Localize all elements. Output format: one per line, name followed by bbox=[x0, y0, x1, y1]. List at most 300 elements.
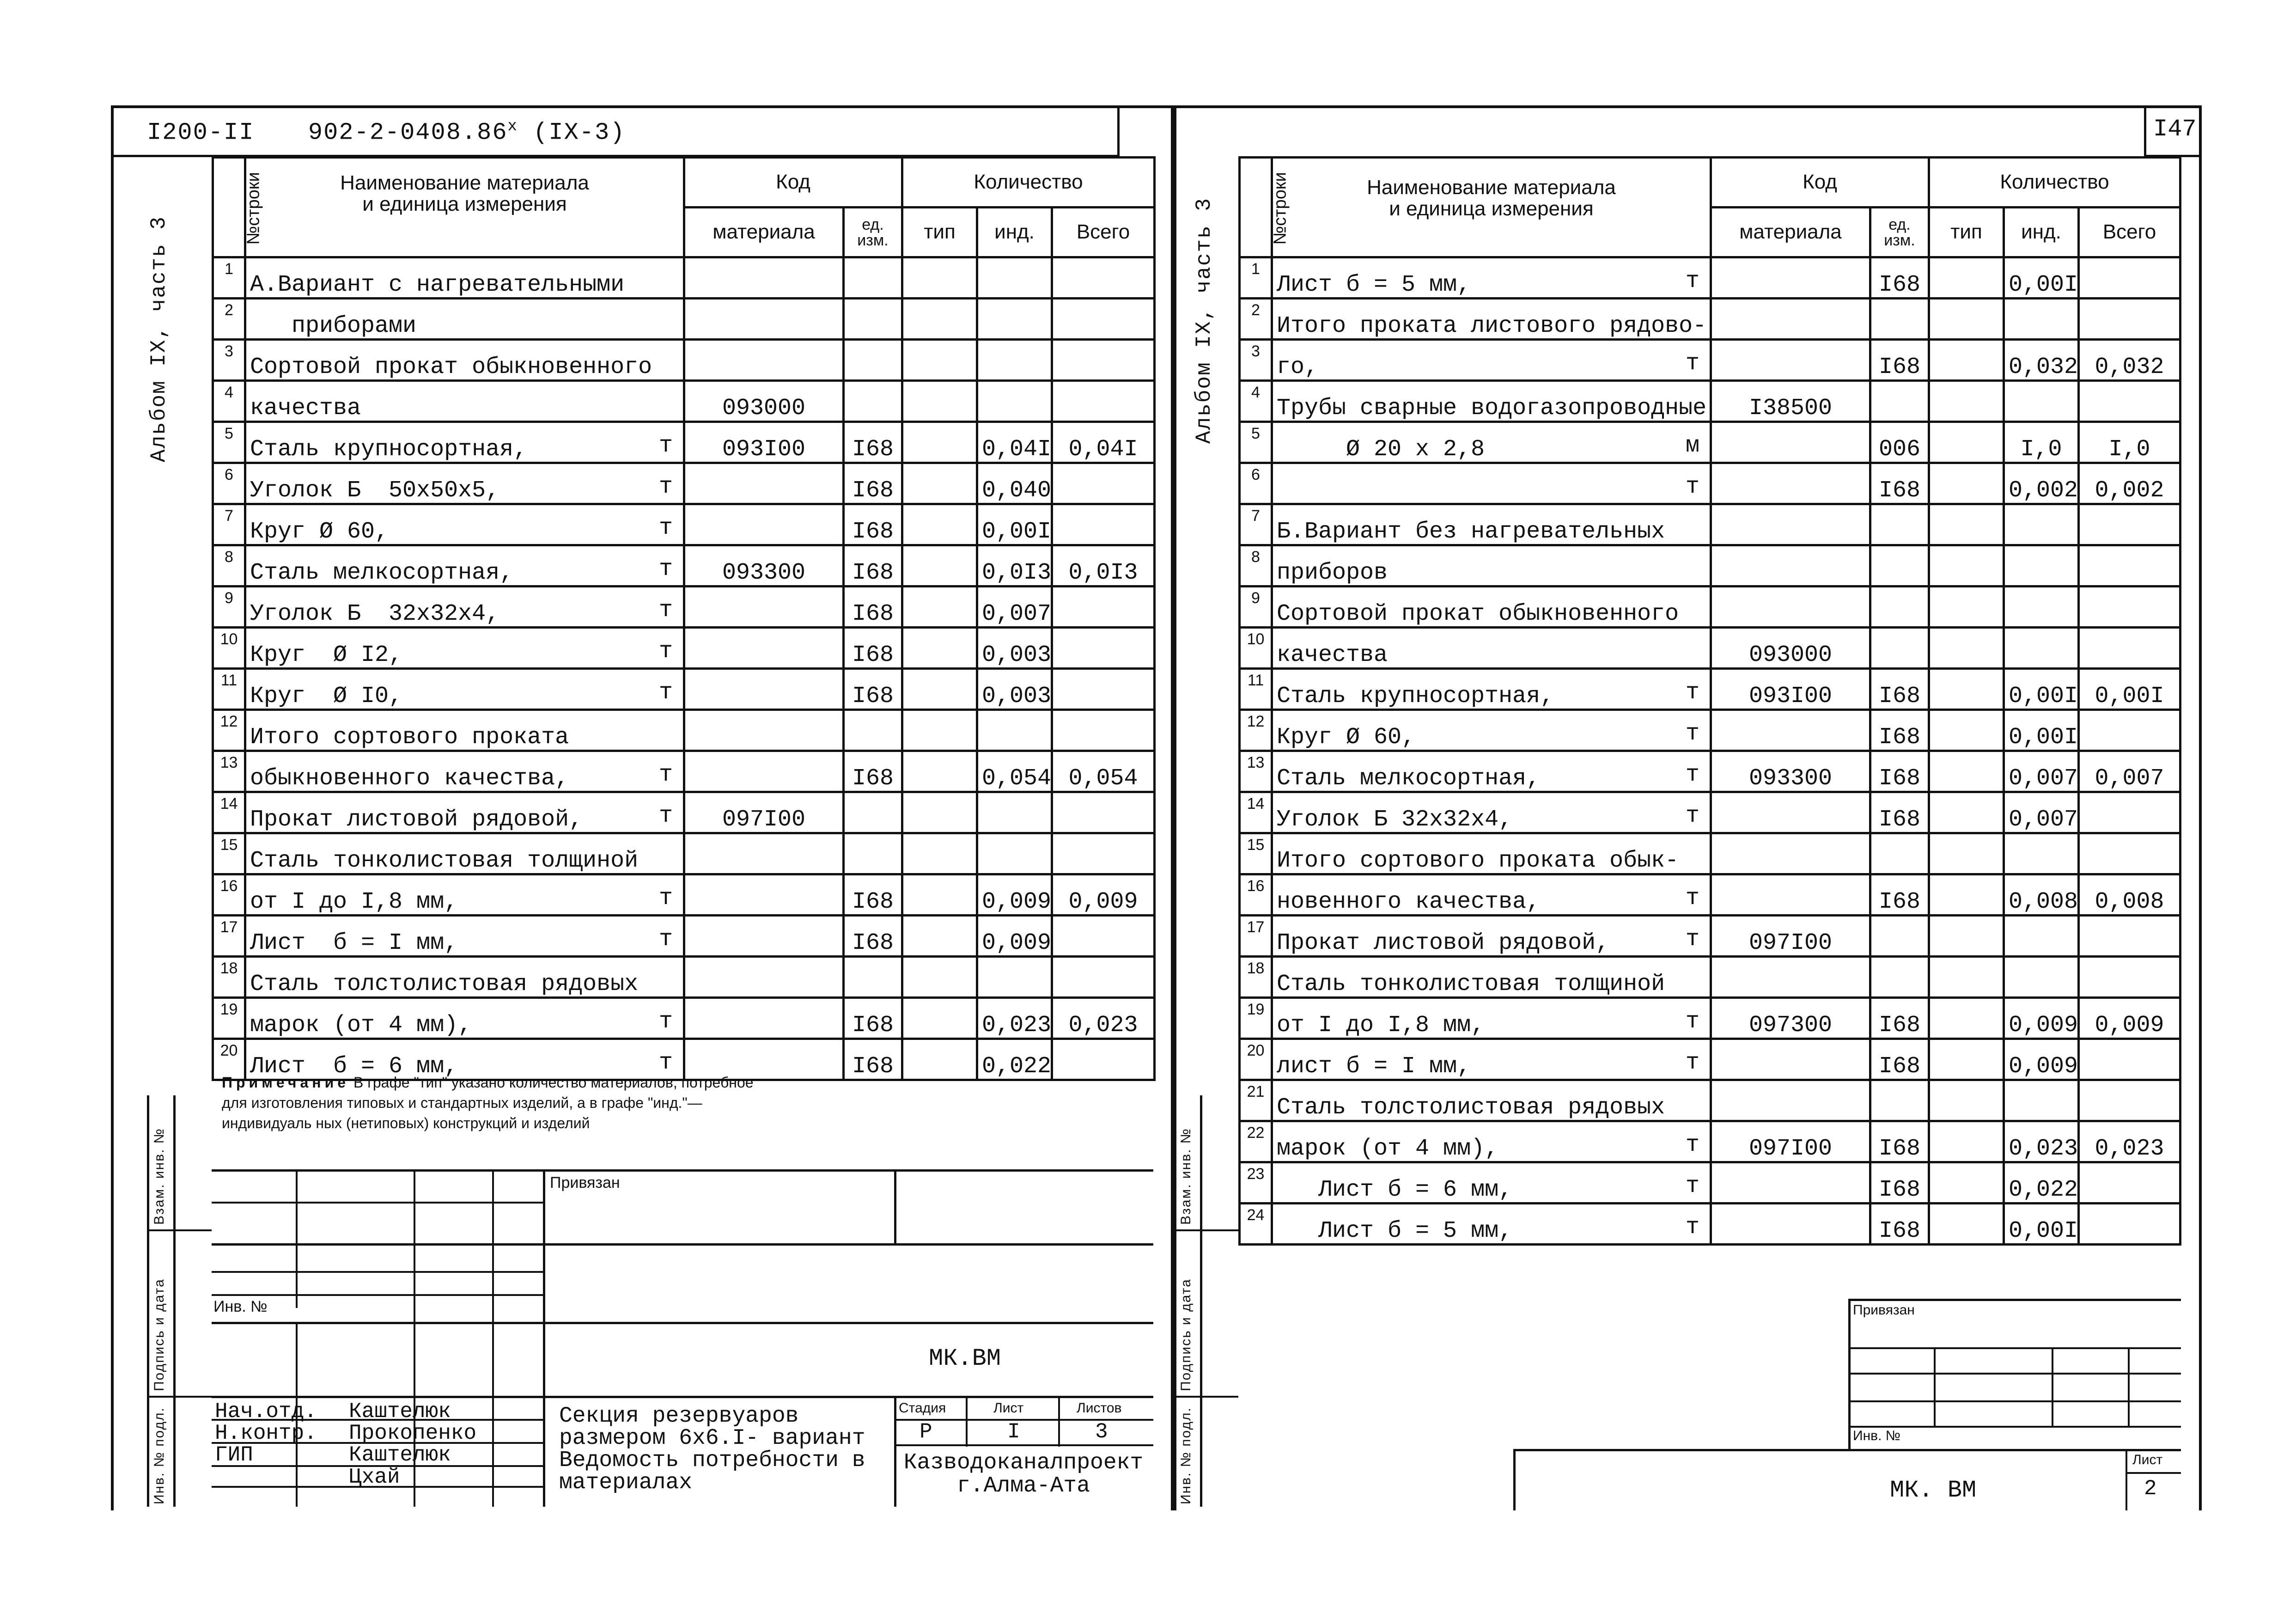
row-number: 15 bbox=[213, 833, 245, 874]
row-number: 23 bbox=[1240, 1162, 1272, 1204]
material-name bbox=[1272, 751, 1711, 792]
row-number: 13 bbox=[1240, 751, 1272, 792]
qty-type bbox=[902, 257, 977, 299]
r-stamp-main-top bbox=[1513, 1449, 2181, 1451]
material-name-text: Круг Ø 60, bbox=[250, 518, 389, 545]
material-code: 097I00 bbox=[1711, 916, 1870, 957]
material-name-text: приборами bbox=[250, 312, 417, 339]
qty-ind bbox=[977, 833, 1052, 874]
unit-code: I68 bbox=[1870, 998, 1929, 1039]
unit-of-measure: т bbox=[1685, 885, 1699, 911]
qty-ind bbox=[2004, 1080, 2079, 1121]
material-name bbox=[1272, 299, 1711, 340]
unit-code: I68 bbox=[1870, 669, 1929, 710]
unit-of-measure: т bbox=[658, 514, 673, 541]
material-code bbox=[684, 299, 844, 340]
stamp-vline-stage2 bbox=[1058, 1396, 1060, 1447]
stamp-hline-5 bbox=[212, 1294, 544, 1296]
qty-type bbox=[1929, 381, 2004, 422]
right-frame-right bbox=[2199, 105, 2202, 1510]
material-name bbox=[245, 422, 684, 463]
r-col-name: Наименование материала и единица измерения bbox=[1272, 158, 1711, 257]
qty-type bbox=[902, 545, 977, 587]
material-name-text: Лист б = 6 мм, bbox=[1277, 1176, 1513, 1203]
material-name bbox=[1272, 710, 1711, 751]
material-name bbox=[1272, 463, 1711, 504]
stamp-role-2: Н.контр. bbox=[215, 1421, 317, 1445]
material-name-text: Б.Вариант без нагревательных bbox=[1277, 518, 1665, 545]
qty-total: 0,00I bbox=[2079, 669, 2180, 710]
qty-type bbox=[902, 792, 977, 833]
r-sidebox-label-2: Подпись и дата bbox=[1178, 1278, 1194, 1391]
qty-ind: 0,009 bbox=[2004, 1039, 2079, 1080]
unit-code: I68 bbox=[1870, 710, 1929, 751]
r-sidebox-frame bbox=[1174, 1095, 1176, 1507]
stamp-sheet-label: Лист bbox=[993, 1400, 1024, 1416]
row-number: 24 bbox=[1240, 1204, 1272, 1245]
qty-ind: 0,04I bbox=[977, 422, 1052, 463]
table-row bbox=[213, 751, 1155, 792]
material-name-text: новенного качества, bbox=[1277, 888, 1541, 915]
qty-total bbox=[2079, 1162, 2180, 1204]
material-name-text: качества bbox=[1277, 642, 1388, 668]
unit-code bbox=[844, 299, 902, 340]
qty-ind bbox=[977, 257, 1052, 299]
qty-total: I,0 bbox=[2079, 422, 2180, 463]
stamp-hline-stage2 bbox=[894, 1444, 1153, 1446]
unit-code bbox=[844, 381, 902, 422]
material-name-text: Ø 20 х 2,8 bbox=[1277, 436, 1485, 463]
row-number: 19 bbox=[1240, 998, 1272, 1039]
qty-type bbox=[1929, 1121, 2004, 1162]
material-name bbox=[1272, 833, 1711, 874]
unit-of-measure: т bbox=[658, 885, 673, 911]
qty-type bbox=[902, 628, 977, 669]
material-name bbox=[1272, 792, 1711, 833]
material-name-text: качества bbox=[250, 395, 361, 422]
qty-ind bbox=[2004, 587, 2079, 628]
unit-of-measure: т bbox=[658, 432, 673, 459]
unit-of-measure: т bbox=[1685, 720, 1699, 747]
table-row bbox=[213, 998, 1155, 1039]
qty-type bbox=[902, 669, 977, 710]
table-row bbox=[213, 545, 1155, 587]
material-code bbox=[684, 628, 844, 669]
r-col-code: Код bbox=[1711, 158, 1929, 208]
material-code bbox=[1711, 587, 1870, 628]
qty-type bbox=[1929, 257, 2004, 299]
r-stamp-hl-4 bbox=[1848, 1426, 2181, 1428]
row-number: 4 bbox=[1240, 381, 1272, 422]
unit-code bbox=[844, 957, 902, 998]
material-name bbox=[245, 957, 684, 998]
r-stamp-vl-3 bbox=[2128, 1347, 2130, 1426]
table-row bbox=[213, 957, 1155, 998]
qty-ind: 0,00I bbox=[2004, 257, 2079, 299]
side-label-text: Альбом IX, часть 3 bbox=[147, 216, 171, 462]
qty-type bbox=[1929, 916, 2004, 957]
material-code bbox=[1711, 874, 1870, 916]
r-stamp-main-left bbox=[1513, 1449, 1516, 1510]
qty-type bbox=[902, 381, 977, 422]
material-code bbox=[1711, 340, 1870, 381]
qty-type bbox=[902, 340, 977, 381]
qty-total bbox=[1052, 792, 1155, 833]
qty-ind: 0,023 bbox=[2004, 1121, 2079, 1162]
r-stamp-box-top bbox=[1848, 1299, 2181, 1301]
side-label bbox=[147, 216, 171, 462]
qty-ind: 0,040 bbox=[977, 463, 1052, 504]
qty-total: 0,04I bbox=[1052, 422, 1155, 463]
qty-type bbox=[1929, 463, 2004, 504]
qty-total: 0,009 bbox=[2079, 998, 2180, 1039]
unit-of-measure: т bbox=[658, 473, 673, 500]
unit-of-measure: т bbox=[658, 802, 673, 829]
unit-of-measure: т bbox=[658, 926, 673, 953]
header-code: I200-II bbox=[147, 119, 255, 147]
qty-type bbox=[1929, 299, 2004, 340]
material-name-text: А.Вариант с нагревательными bbox=[250, 271, 625, 298]
qty-total bbox=[2079, 710, 2180, 751]
sidebox-sep-2 bbox=[147, 1396, 212, 1398]
stamp-vline-4 bbox=[543, 1169, 545, 1507]
qty-total bbox=[2079, 833, 2180, 874]
material-name-text: Итого сортового проката bbox=[250, 724, 569, 751]
material-code: 093000 bbox=[684, 381, 844, 422]
row-number: 2 bbox=[213, 299, 245, 340]
stamp-vline-3 bbox=[492, 1169, 494, 1507]
qty-ind: I,0 bbox=[2004, 422, 2079, 463]
stamp-hline-stage bbox=[894, 1419, 1153, 1421]
qty-ind: 0,032 bbox=[2004, 340, 2079, 381]
table-row bbox=[213, 504, 1155, 545]
row-number: 5 bbox=[1240, 422, 1272, 463]
unit-code: I68 bbox=[844, 874, 902, 916]
material-name-text: Лист б = 6 мм, bbox=[250, 1053, 458, 1080]
material-code bbox=[684, 587, 844, 628]
r-stamp-mark: МК. ВМ bbox=[1890, 1477, 1977, 1504]
stamp-name-1: Каштелюк bbox=[349, 1399, 451, 1424]
material-code: 097300 bbox=[1711, 998, 1870, 1039]
material-code bbox=[1711, 957, 1870, 998]
material-name bbox=[1272, 1204, 1711, 1245]
material-name bbox=[245, 545, 684, 587]
row-number: 21 bbox=[1240, 1080, 1272, 1121]
table-row bbox=[1240, 751, 2180, 792]
material-name bbox=[245, 792, 684, 833]
table-row bbox=[1240, 957, 2180, 998]
right-side-label bbox=[1192, 197, 1216, 444]
material-code bbox=[684, 669, 844, 710]
material-name bbox=[1272, 381, 1711, 422]
unit-code bbox=[1870, 381, 1929, 422]
material-name bbox=[1272, 1039, 1711, 1080]
stamp-name-2: Прокопенко bbox=[349, 1421, 477, 1445]
unit-of-measure: т bbox=[1685, 350, 1699, 377]
row-number: 6 bbox=[213, 463, 245, 504]
unit-of-measure: т bbox=[1685, 802, 1699, 829]
qty-ind: 0,009 bbox=[977, 874, 1052, 916]
material-name-text: обыкновенного качества, bbox=[250, 765, 569, 792]
unit-of-measure: т bbox=[658, 1008, 673, 1035]
table-row bbox=[1240, 340, 2180, 381]
qty-total bbox=[2079, 504, 2180, 545]
page-no-box-v bbox=[2144, 105, 2146, 156]
material-name bbox=[1272, 422, 1711, 463]
qty-ind: 0,003 bbox=[977, 669, 1052, 710]
material-code bbox=[1711, 792, 1870, 833]
r-stamp-hl-1 bbox=[1848, 1347, 2181, 1349]
col-name: Наименование материала и единица измерения bbox=[245, 158, 684, 257]
r-sidebox-frame-r bbox=[1200, 1095, 1202, 1507]
note-text: В графе "тип" указано количество материалов, потребное для изготовления типовых и стандартных изделий, а в графе "инд."— индивидуаль ных (нетиповых) конструкций и изделий bbox=[222, 1074, 754, 1131]
qty-ind: 0,007 bbox=[2004, 792, 2079, 833]
table-row bbox=[213, 874, 1155, 916]
qty-ind: 0,00I bbox=[2004, 669, 2079, 710]
material-name-text: Итого проката листового рядово- bbox=[1277, 312, 1707, 339]
qty-ind bbox=[977, 299, 1052, 340]
unit-code: I68 bbox=[1870, 463, 1929, 504]
material-code bbox=[1711, 463, 1870, 504]
stamp-org: Казводоканалпроект г.Алма-Ата bbox=[903, 1450, 1144, 1498]
materials-table-right bbox=[1238, 156, 2181, 1246]
material-code bbox=[684, 504, 844, 545]
qty-total bbox=[1052, 299, 1155, 340]
material-name-text: Сортовой прокат обыкновенного bbox=[250, 354, 652, 380]
left-frame-left bbox=[111, 105, 114, 1510]
unit-code: I68 bbox=[844, 504, 902, 545]
unit-code: I68 bbox=[1870, 257, 1929, 299]
material-code bbox=[1711, 710, 1870, 751]
table-row bbox=[213, 381, 1155, 422]
qty-ind bbox=[2004, 916, 2079, 957]
material-name bbox=[245, 916, 684, 957]
material-code bbox=[684, 998, 844, 1039]
material-code: 097I00 bbox=[684, 792, 844, 833]
row-number: 10 bbox=[213, 628, 245, 669]
col-row-no: №строки bbox=[213, 158, 245, 257]
material-name-text: Трубы сварные водогазопроводные bbox=[1277, 395, 1707, 422]
sidebox-label-3: Инв. № подл. bbox=[152, 1407, 167, 1504]
qty-type bbox=[1929, 422, 2004, 463]
material-name bbox=[1272, 257, 1711, 299]
r-stamp-sheet-label: Лист bbox=[2132, 1452, 2163, 1467]
unit-code bbox=[1870, 916, 1929, 957]
row-number: 19 bbox=[213, 998, 245, 1039]
material-name-text: приборов bbox=[1277, 559, 1388, 586]
unit-of-measure: т bbox=[658, 679, 673, 706]
right-side-label-text: Альбом IX, часть 3 bbox=[1192, 197, 1216, 444]
qty-total bbox=[2079, 1204, 2180, 1245]
qty-type bbox=[1929, 628, 2004, 669]
material-name bbox=[245, 751, 684, 792]
material-name-text: Круг Ø I2, bbox=[250, 642, 403, 668]
material-name-text: Уголок Б 50х50х5, bbox=[250, 477, 500, 504]
unit-code bbox=[844, 257, 902, 299]
unit-code: I68 bbox=[1870, 1039, 1929, 1080]
material-name bbox=[245, 874, 684, 916]
material-name bbox=[1272, 545, 1711, 587]
qty-ind bbox=[2004, 545, 2079, 587]
table-row bbox=[213, 587, 1155, 628]
qty-type bbox=[902, 463, 977, 504]
header-doc: 902-2-0408.86 bbox=[308, 119, 508, 147]
table-row bbox=[213, 463, 1155, 504]
qty-total bbox=[2079, 792, 2180, 833]
qty-type bbox=[1929, 751, 2004, 792]
table-row bbox=[1240, 1204, 2180, 1245]
table-row bbox=[1240, 916, 2180, 957]
unit-of-measure: т bbox=[658, 761, 673, 788]
qty-ind bbox=[977, 957, 1052, 998]
stamp-vline-5 bbox=[894, 1169, 896, 1243]
unit-code: I68 bbox=[844, 1039, 902, 1080]
qty-total: 0,032 bbox=[2079, 340, 2180, 381]
qty-total bbox=[1052, 340, 1155, 381]
right-frame-top bbox=[1174, 105, 2202, 108]
qty-total bbox=[1052, 257, 1155, 299]
material-name bbox=[1272, 504, 1711, 545]
unit-of-measure: т bbox=[658, 556, 673, 582]
qty-total bbox=[2079, 1080, 2180, 1121]
material-name bbox=[1272, 628, 1711, 669]
stamp-role-3: ГИП bbox=[215, 1443, 253, 1467]
table-row bbox=[1240, 422, 2180, 463]
qty-ind bbox=[2004, 957, 2079, 998]
table-row bbox=[1240, 1162, 2180, 1204]
r-stamp-sheet-h bbox=[2125, 1472, 2181, 1474]
qty-type bbox=[902, 957, 977, 998]
material-name-text: Уголок Б 32х32х4, bbox=[250, 600, 500, 627]
col-quantity: Количество bbox=[902, 158, 1155, 208]
row-number: 7 bbox=[213, 504, 245, 545]
row-number: 17 bbox=[1240, 916, 1272, 957]
stamp-hline-4 bbox=[212, 1271, 544, 1273]
materials-table-left bbox=[212, 156, 1156, 1081]
unit-code bbox=[844, 833, 902, 874]
qty-ind: 0,054 bbox=[977, 751, 1052, 792]
material-code bbox=[1711, 299, 1870, 340]
qty-total: 0,054 bbox=[1052, 751, 1155, 792]
unit-code: I68 bbox=[844, 751, 902, 792]
material-name bbox=[1272, 874, 1711, 916]
qty-total bbox=[1052, 381, 1155, 422]
qty-ind: 0,007 bbox=[977, 587, 1052, 628]
qty-type bbox=[1929, 710, 2004, 751]
material-name-text: Лист б = I мм, bbox=[250, 929, 458, 956]
r-stamp-sheet: 2 bbox=[2144, 1477, 2157, 1501]
qty-ind: 0,022 bbox=[2004, 1162, 2079, 1204]
qty-type bbox=[1929, 1204, 2004, 1245]
row-number: 15 bbox=[1240, 833, 1272, 874]
material-name-text: от I до I,8 мм, bbox=[1277, 1012, 1485, 1039]
material-name-text: Сталь толстолистовая рядовых bbox=[250, 971, 639, 997]
table-row bbox=[1240, 504, 2180, 545]
qty-total: 0,009 bbox=[1052, 874, 1155, 916]
material-name bbox=[1272, 1121, 1711, 1162]
material-name-text: Уголок Б 32х32х4, bbox=[1277, 806, 1513, 833]
table-row bbox=[213, 628, 1155, 669]
material-name-text: Итого сортового проката обык- bbox=[1277, 847, 1679, 874]
qty-total bbox=[2079, 916, 2180, 957]
sidebox-frame-r bbox=[173, 1095, 176, 1507]
table-row bbox=[1240, 381, 2180, 422]
material-code: 093300 bbox=[684, 545, 844, 587]
material-name-text: Сталь мелкосортная, bbox=[1277, 765, 1541, 792]
material-code bbox=[1711, 1162, 1870, 1204]
qty-type bbox=[902, 1039, 977, 1080]
row-number: 18 bbox=[1240, 957, 1272, 998]
unit-code: I68 bbox=[844, 545, 902, 587]
row-number: 3 bbox=[1240, 340, 1272, 381]
r-sidebox-sep-1 bbox=[1174, 1229, 1238, 1231]
row-number: 8 bbox=[1240, 545, 1272, 587]
material-name bbox=[1272, 916, 1711, 957]
qty-ind: 0,0I3 bbox=[977, 545, 1052, 587]
qty-total bbox=[2079, 299, 2180, 340]
row-number: 10 bbox=[1240, 628, 1272, 669]
r-col-code-unit: ед. изм. bbox=[1870, 208, 1929, 257]
unit-code bbox=[1870, 833, 1929, 874]
material-name-text: Круг Ø I0, bbox=[250, 683, 403, 709]
material-code: 093I00 bbox=[684, 422, 844, 463]
unit-code: I68 bbox=[1870, 340, 1929, 381]
qty-ind bbox=[2004, 504, 2079, 545]
qty-type bbox=[902, 422, 977, 463]
table-row bbox=[1240, 1121, 2180, 1162]
material-code bbox=[684, 340, 844, 381]
header-part: (IX-3) bbox=[533, 119, 626, 147]
unit-code: I68 bbox=[1870, 751, 1929, 792]
material-name-text: Сталь крупносортная, bbox=[250, 436, 528, 463]
qty-type bbox=[902, 998, 977, 1039]
qty-type bbox=[1929, 957, 2004, 998]
qty-type bbox=[1929, 833, 2004, 874]
qty-type bbox=[1929, 669, 2004, 710]
row-number: 12 bbox=[213, 710, 245, 751]
row-number: 5 bbox=[213, 422, 245, 463]
material-code bbox=[684, 833, 844, 874]
material-code bbox=[684, 463, 844, 504]
qty-type bbox=[1929, 1162, 2004, 1204]
material-name bbox=[1272, 998, 1711, 1039]
unit-code bbox=[1870, 587, 1929, 628]
qty-type bbox=[1929, 587, 2004, 628]
material-code: 093000 bbox=[1711, 628, 1870, 669]
row-number: 8 bbox=[213, 545, 245, 587]
table-row bbox=[213, 257, 1155, 299]
r-sidebox-sep-2 bbox=[1174, 1396, 1238, 1398]
qty-type bbox=[1929, 998, 2004, 1039]
material-name bbox=[1272, 587, 1711, 628]
material-name bbox=[245, 628, 684, 669]
sidebox-label-1: Взам. инв. № bbox=[152, 1128, 167, 1225]
row-number: 18 bbox=[213, 957, 245, 998]
unit-of-measure: т bbox=[658, 638, 673, 665]
unit-of-measure: т bbox=[1685, 473, 1699, 500]
material-name-text: марок (от 4 мм), bbox=[1277, 1135, 1499, 1162]
unit-code: I68 bbox=[1870, 792, 1929, 833]
unit-code: 006 bbox=[1870, 422, 1929, 463]
unit-code: I68 bbox=[1870, 1121, 1929, 1162]
material-code bbox=[1711, 504, 1870, 545]
col-code-unit: ед. изм. bbox=[844, 208, 902, 257]
r-sidebox-label-3: Инв. № подл. bbox=[1178, 1407, 1194, 1504]
header-doc-sup: х bbox=[507, 118, 518, 135]
material-name-text: го, bbox=[1277, 354, 1319, 380]
unit-code bbox=[844, 710, 902, 751]
material-name bbox=[1272, 669, 1711, 710]
